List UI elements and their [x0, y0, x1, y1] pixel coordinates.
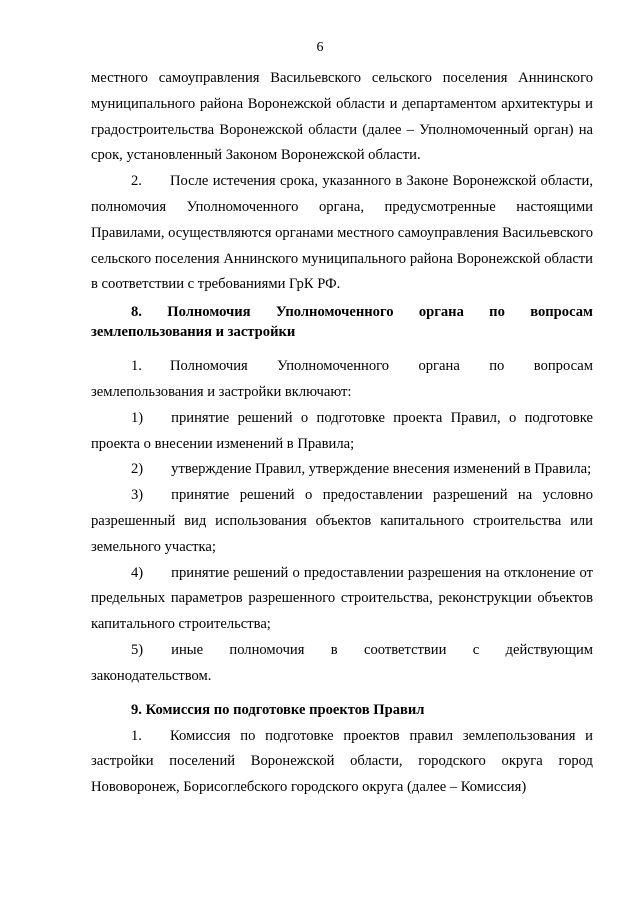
paragraph-continuation: местного самоуправления Васильевского сельского поселения Аннинского муниципального района Воронежской области и департаментом архитектуры и градостроительства Воронежской области (далее – Уполномоченный орган) на срок, установленный Законом Воронежской области.	[91, 70, 593, 164]
paragraph-2	[91, 169, 593, 298]
list-item	[91, 561, 593, 638]
item-number: 3)	[131, 487, 144, 504]
section-9-paragraph-1	[91, 724, 593, 801]
paragraph-number: 1.	[131, 358, 142, 375]
section-8-intro	[91, 354, 593, 406]
list-item	[91, 483, 593, 560]
list-item	[91, 406, 593, 458]
item-text: иные полномочия в соответствии с действующим законодательством.	[91, 641, 593, 684]
paragraph-text: После истечения срока, указанного в Законе Воронежской области, полномочия Уполномоченного органа, предусмотренные настоящими Правилами, осуществляются органами местного самоуправления Васильевского сельского поселения Аннинского муниципального района Воронежской области в соответствии с требованиями ГрК РФ.	[91, 173, 593, 293]
document-body	[91, 66, 593, 801]
page-number: 6	[316, 40, 324, 55]
item-number: 5)	[131, 641, 144, 658]
item-text: принятие решений о предоставлении разрешения на отклонение от предельных параметров разрешенного строительства, реконструкции объектов капитального строительства;	[91, 564, 593, 633]
paragraph-number: 1.	[131, 727, 142, 744]
item-number: 1)	[131, 409, 144, 426]
paragraph-text: Комиссия по подготовке проектов правил землепользования и застройки поселений Воронежской области, городского округа город Нововоронеж, Борисоглебского городского округа (далее – Комиссия)	[91, 727, 593, 796]
list-item	[91, 457, 593, 483]
paragraph-text: Полномочия Уполномоченного органа по вопросам землепользования и застройки включают:	[91, 358, 593, 400]
section-8-heading: 8. Полномочия Уполномоченного органа по вопросам землепользования и застройки	[91, 304, 593, 341]
item-text: принятие решений о предоставлении разрешений на условно разрешенный вид использования объектов капитального строительства или земельного участка;	[91, 487, 593, 555]
item-text: утверждение Правил, утверждение внесения изменений в Правила;	[171, 461, 592, 478]
item-number: 4)	[131, 564, 144, 581]
paragraph-number: 2.	[131, 173, 142, 190]
item-text: принятие решений о подготовке проекта Правил, о подготовке проекта о внесении изменений в Правила;	[91, 409, 593, 452]
item-number: 2)	[131, 461, 144, 478]
section-9-heading: 9. Комиссия по подготовке проектов Правил	[131, 701, 425, 718]
list-item	[91, 638, 593, 690]
